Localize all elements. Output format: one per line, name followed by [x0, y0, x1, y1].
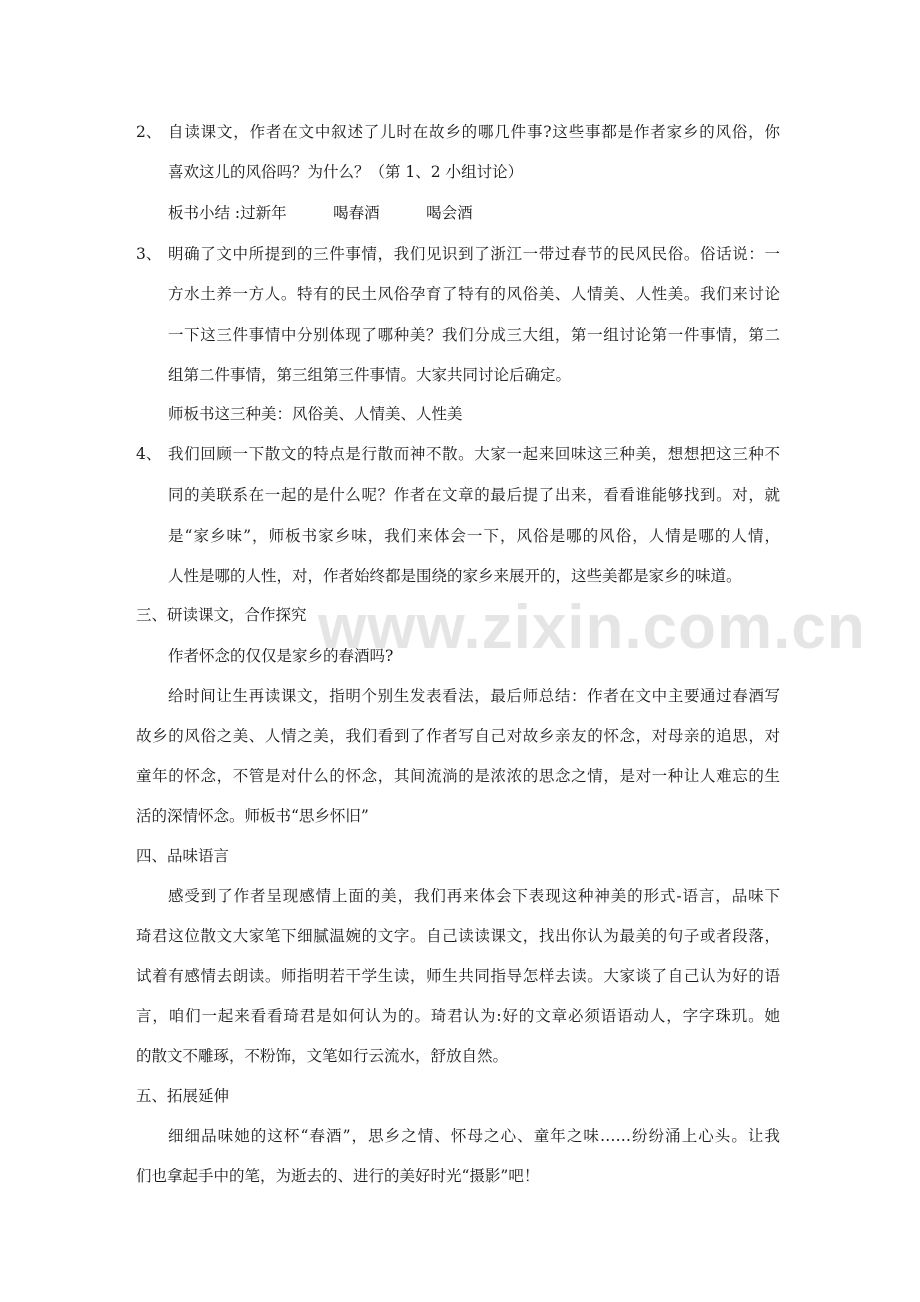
item3-line-4: 组第二件事情，第三组第三件事情。大家共同讨论后确定。: [168, 366, 572, 384]
item3-line-2: 方水土养一方人。特有的民土风俗孕育了特有的风俗美、人情美、人性美。我们来讨论: [168, 285, 780, 303]
item3-line-1: 明确了文中所提到的三件事情，我们见识到了浙江一带过春节的民风民俗。俗话说：一: [168, 245, 780, 263]
item2-line-2: 喜欢这儿的风俗吗？为什么？（第 1、2 小组讨论）: [168, 163, 524, 181]
section-4-paragraph-line-4: 言，咱们一起来看看琦君是如何认为的。琦君认为:好的文章必须语语动人，字字珠玑。她: [136, 1007, 780, 1025]
item4-line-1: 我们回顾一下散文的特点是行散而神不散。大家一起来回味这三种美，想想把这三种不: [168, 445, 780, 463]
section-3-paragraph-line-2: 故乡的风俗之美、人情之美，我们看到了作者写自己对故乡亲友的怀念，对母亲的追思，对: [136, 727, 780, 745]
item-number-3: 3、: [136, 245, 162, 263]
section-3-paragraph-line-4: 活的深情怀念。师板书“思乡怀旧”: [136, 807, 369, 825]
item4-line-2: 同的美联系在一起的是什么呢？作者在文章的最后提了出来，看看谁能够找到。对，就: [168, 486, 780, 504]
section-4-paragraph-line-1: 感受到了作者呈现感情上面的美，我们再来体会下表现这种神美的形式-语言，品味下: [168, 887, 780, 905]
section-5-heading: 五、拓展延伸: [136, 1087, 230, 1105]
item-number-2: 2、: [136, 123, 162, 141]
item2-board-summary: 板书小结 :过新年 喝春酒 喝会酒: [168, 204, 473, 222]
section-4-paragraph-line-5: 的散文不雕琢，不粉饰，文笔如行云流水，舒放自然。: [136, 1047, 509, 1065]
item2-line-1: 自读课文，作者在文中叙述了儿时在故乡的哪几件事?这些事都是作者家乡的风俗，你: [168, 123, 780, 141]
watermark: www.zixin.com.cn: [318, 593, 866, 662]
section-4-paragraph-line-2: 琦君这位散文大家笔下细腻温婉的文字。自己读读课文，找出你认为最美的句子或者段落，: [136, 927, 780, 945]
section-4-paragraph-line-3: 试着有感情去朗读。师指明若干学生读，师生共同指导怎样去读。大家谈了自己认为好的语: [136, 967, 780, 985]
section-3-heading: 三、研读课文，合作探究: [136, 606, 307, 624]
section-5-paragraph-line-2: 们也拿起手中的笔，为逝去的、进行的美好时光“摄影”吧！: [136, 1167, 540, 1185]
section-3-paragraph-line-1: 给时间让生再读课文，指明个别生发表看法，最后师总结：作者在文中主要通过春酒写: [168, 687, 780, 705]
section-3-paragraph-line-3: 童年的怀念，不管是对什么的怀念，其间流淌的是浓浓的思念之情，是对一种让人难忘的生: [136, 767, 780, 785]
item4-line-4: 人性是哪的人性，对，作者始终都是围绕的家乡来展开的，这些美都是家乡的味道。: [168, 567, 742, 585]
item4-line-3: 是“家乡味”，师板书家乡味，我们来体会一下，风俗是哪的风俗，人情是哪的人情，: [168, 527, 780, 545]
item-number-4: 4、: [136, 445, 162, 463]
section-5-paragraph-line-1: 细细品味她的这杯“春酒”，思乡之情、怀母之心、童年之味……纷纷涌上心头。让我: [168, 1127, 780, 1145]
section-4-heading: 四、品味语言: [136, 847, 230, 865]
section-3-question: 作者怀念的仅仅是家乡的春酒吗?: [168, 647, 394, 665]
item3-board: 师板书这三种美：风俗美、人情美、人性美: [168, 405, 463, 423]
item3-line-3: 一下这三件事情中分别体现了哪种美？我们分成三大组，第一组讨论第一件事情，第二: [168, 326, 780, 344]
